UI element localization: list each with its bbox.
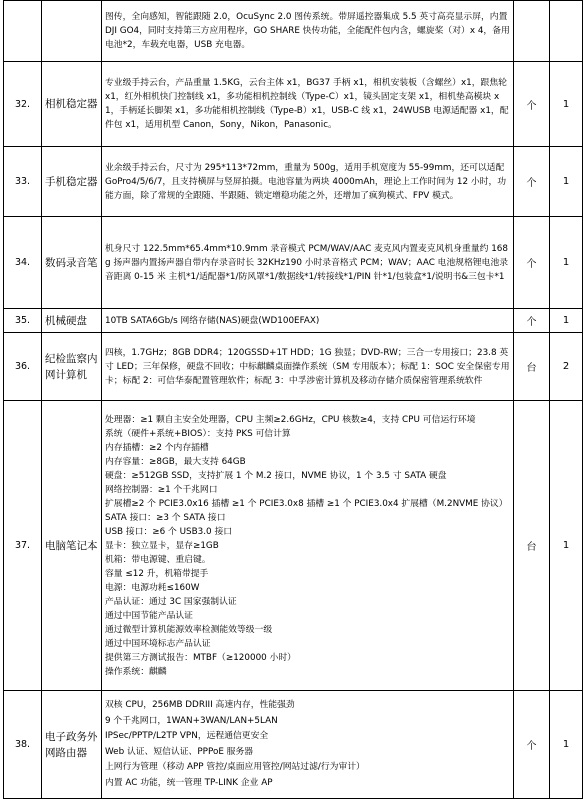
item-unit: 台: [514, 333, 550, 401]
spec-line: 提供第三方测试报告：MTBF（≥120000 小时）: [105, 652, 296, 663]
spec-line: 通过中国环境标志产品认证: [105, 638, 211, 649]
spec-line: 双核 CPU，256MB DDRIII 高速内存，性能强劲: [105, 700, 295, 710]
item-name: 电脑笔记本: [42, 401, 102, 691]
item-name: [42, 1, 102, 62]
table-row: [4, 691, 583, 799]
table-row: [4, 401, 583, 691]
table-row: [4, 62, 583, 147]
spec-line: SATA 接口：≥3 个 SATA 接口: [105, 512, 226, 523]
item-qty: 1: [550, 217, 583, 309]
item-qty: 1: [550, 309, 583, 333]
spec-line: 扩展槽≥2 个 PCIE3.0x16 插槽 ≥1 个 PCIE3.0x8 插槽 ≥1 个 PCIE3.0x4 扩展槽（M.2NVME 协议）: [105, 498, 508, 509]
spec-line: 容量 ≤12 升，机箱带提手: [105, 568, 209, 579]
item-unit: 个: [514, 62, 550, 147]
item-unit: [514, 1, 550, 62]
procurement-table: [3, 0, 583, 799]
item-qty: 1: [550, 147, 583, 217]
item-name: 电子政务外网路由器: [42, 691, 102, 799]
spec-line: 内置 AC 功能，统一管理 TP-LINK 企业 AP: [105, 777, 273, 788]
item-spec: 10TB SATA6Gb/s 网络存储(NAS)硬盘(WD100EFAX): [102, 309, 514, 333]
item-qty: 1: [550, 401, 583, 691]
item-qty: [550, 1, 583, 62]
spec-line: 网络控制器：≥1 个千兆网口: [105, 484, 218, 495]
spec-line: 产品认证：通过 3C 国家强制认证: [105, 596, 237, 607]
item-spec-list: [102, 401, 514, 691]
item-unit: 个: [514, 217, 550, 309]
item-spec: 四核，1.7GHz；8GB DDR4；120GSSD+1T HDD；1G 独显；DVD-RW；三合一专用接口；23.8 英寸 LED；三年保修，硬盘不回收；中标麒麟桌面操作系统（SM 专用版本）；标配 1：SOC 安全保密专用卡；标配 2：可信华泰配置管理软件；标配 3：中孚涉密计算机及移动存储介质保密管理系统软件: [102, 333, 514, 401]
spec-line: 通过中国节能产品认证: [105, 610, 193, 621]
spec-line: 内存插槽：≥2 个内存插槽: [105, 442, 209, 453]
row-index: 38.: [4, 691, 42, 799]
spec-line: 9 个千兆网口，1WAN+3WAN/LAN+5LAN: [105, 715, 278, 726]
spec-line: 操作系统：麒麟: [105, 666, 167, 677]
spec-line: 机箱：带电源键、重启键。: [105, 554, 211, 565]
spec-line: 通过微型计算机能源效率检测能效等级一级: [105, 624, 273, 635]
item-qty: 2: [550, 333, 583, 401]
item-spec: 机身尺寸 122.5mm*65.4mm*10.9mm 录音模式 PCM/WAV/AAC 麦克风内置麦克风机身重量约 168g 扬声器内置扬声器自带内存录音时长 32KHz190 小时录音格式 PCM；WAV；AAC 电池规格锂电池录音距离 0-15 米 主机*1/适配器*1/防风罩*1/数据线*1/转接线*1/PIN 针*1/包装盒*1/说明书&三包卡*1: [102, 217, 514, 309]
item-name: 机械硬盘: [42, 309, 102, 333]
row-index: 37.: [4, 401, 42, 691]
row-index: 36.: [4, 333, 42, 401]
item-name: 数码录音笔: [42, 217, 102, 309]
spec-line: 硬盘：≥512GB SSD，支持扩展 1 个 M.2 接口，NVME 协议，1 个 3.5 寸 SATA 硬盘: [105, 470, 447, 481]
spec-line: 系统（硬件+系统+BIOS）：支持 PKS 可信计算: [105, 428, 291, 439]
item-unit: 台: [514, 401, 550, 691]
row-index: 34.: [4, 217, 42, 309]
table-row: [4, 1, 583, 62]
item-name: 相机稳定器: [42, 62, 102, 147]
spec-line: 处理器：≥1 颗自主安全处理器，CPU 主频≥2.6GHz，CPU 核数≥4，支持 CPU 可信运行环境: [105, 414, 476, 425]
item-unit: 个: [514, 147, 550, 217]
item-unit: 个: [514, 309, 550, 333]
spec-line: USB 接口：≥6 个 USB3.0 接口: [105, 526, 233, 537]
row-index: [4, 1, 42, 62]
table-row: [4, 333, 583, 401]
row-index: 35.: [4, 309, 42, 333]
item-spec-list: [102, 691, 514, 799]
spec-line: Web 认证、短信认证、PPPoE 服务器: [105, 746, 254, 757]
spec-line: 显卡：独立显卡，显存≥1GB: [105, 540, 219, 551]
item-spec: 专业级手持云台，产品重量 1.5KG，云台主体 x1，BG37 手柄 x1，相机安装板（含螺丝）x1，跟焦轮 x1，红外相机快门控制线 x1，多功能相机控制线（Type-C）x1，镜头固定支架 x1，相机垫高模块 x1，手柄延长脚架 x1，多功能相机控制线（Type-B）x1，USB-C 线 x1，24WUSB 电源适配器 x1，配件包 x1，适用机型 Canon，Sony，Nikon，Panasonic。: [102, 62, 514, 147]
spec-line: 电源：电源功耗≤160W: [105, 582, 200, 593]
spec-line: 内存容量：≥8GB，最大支持 64GB: [105, 456, 246, 467]
item-name: 纪检监察内网计算机: [42, 333, 102, 401]
item-unit: 个: [514, 691, 550, 799]
item-qty: 1: [550, 691, 583, 799]
table-row: [4, 309, 583, 333]
item-qty: 1: [550, 62, 583, 147]
item-spec: 业余级手持云台，尺寸为 295*113*72mm，重量为 500g，适用手机宽度为 55-99mm，还可以适配 GoPro4/5/6/7，且支持横屏与竖屏拍摄。电池容量为两块 4000mAh，理论上工作时间为 12 小时，功能方面，除了常规的全跟随、半跟随、锁定增稳功能之外，还增加了疯狗模式、FPV 模式。: [102, 147, 514, 217]
item-spec: 图传，全向感知，智能跟随 2.0，OcuSync 2.0 图传系统。带屏遥控器集成 5.5 英寸高亮显示屏，内置 DJI GO4，同时支持第三方应用程序，GO SHARE 快传功能，全能配件包内含，螺旋桨（对）x 4，备用电池*2，车载充电器，USB 充电器。: [102, 1, 514, 62]
item-name: 手机稳定器: [42, 147, 102, 217]
row-index: 33.: [4, 147, 42, 217]
spec-line: 上网行为管理（移动 APP 管控/桌面应用管控/网站过滤/行为审计）: [105, 762, 365, 772]
table-row: [4, 217, 583, 309]
table-row: [4, 147, 583, 217]
row-index: 32.: [4, 62, 42, 147]
spec-line: IPSec/PPTP/L2TP VPN，远程通信更安全: [105, 731, 269, 741]
